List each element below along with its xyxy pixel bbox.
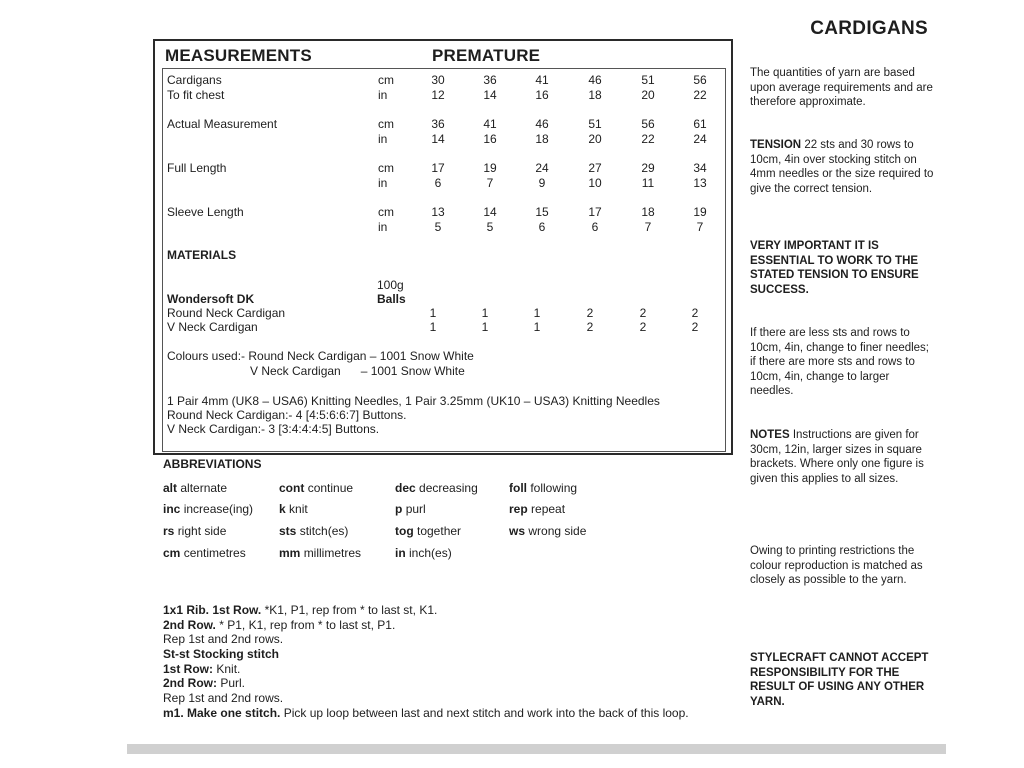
balls-count: 2 [586,306,594,320]
measurement-value: 20 [588,132,602,146]
measurement-value: 9 [538,176,546,190]
abbreviation-meaning: right side [177,524,227,538]
measurement-value: 7 [696,220,704,234]
abbreviation-term: cm [163,546,181,560]
balls-count: 2 [639,306,647,320]
abbreviation-meaning: centimetres [183,546,246,560]
abbreviation-meaning: alternate [180,481,228,495]
abbreviation-meaning: together [417,524,462,538]
abbreviation-item [509,502,565,517]
tension-note: TENSION 22 sts and 30 rows to 10cm, 4in over stocking stitch on 4mm needles or the size required to give the correct tension. [750,139,934,195]
abbreviation-term: rep [509,502,528,516]
measurement-value: 10 [588,176,602,190]
measurement-unit: cm [378,161,394,175]
abbreviation-item [163,546,246,561]
measurement-value: 7 [486,176,494,190]
balls-count: 2 [639,320,647,334]
abbreviation-term: rs [163,524,175,538]
measurement-unit: cm [378,73,394,87]
measurement-unit: cm [378,117,394,131]
measurement-value: 22 [641,132,655,146]
stocking-stitch-title: St-st Stocking stitch [163,647,280,661]
balls-count: 2 [691,306,699,320]
measurement-value: 36 [431,117,445,131]
disclaimer: STYLECRAFT CANNOT ACCEPT RESPONSIBILITY FOR THE RESULT OF USING ANY OTHER YARN. [750,652,929,708]
rib-row-2: 2nd Row. * P1, K1, rep from * to last st, P1. [163,618,396,632]
measurement-value: 36 [483,73,497,87]
measurement-unit: in [378,88,388,102]
abbreviation-item [395,524,461,539]
measurement-value: 18 [535,132,549,146]
abbreviation-term: sts [279,524,297,538]
abbreviation-item [163,524,226,539]
materials-heading: MATERIALS [167,248,237,262]
measurement-value: 13 [693,176,707,190]
stst-row-1: 1st Row: Knit. [163,662,241,676]
abbreviation-item [163,502,253,517]
balls-count: 1 [429,306,437,320]
abbreviation-item [395,481,478,496]
measurement-unit: in [378,132,388,146]
measurement-value: 15 [535,205,549,219]
measurement-value: 34 [693,161,707,175]
measurement-label: Actual Measurement [167,117,278,131]
abbreviation-term: inc [163,502,181,516]
balls-label: Balls [377,292,406,306]
buttons-round-neck: Round Neck Cardigan:- 4 [4:5:6:6:7] Buttons. [167,408,407,422]
measurement-value: 29 [641,161,655,175]
measurement-label: To fit chest [167,88,225,102]
measurement-value: 6 [538,220,546,234]
measurement-value: 6 [434,176,442,190]
measurement-value: 14 [431,132,445,146]
abbreviation-meaning: purl [405,502,426,516]
measurement-value: 61 [693,117,707,131]
page-bottom-edge [127,744,946,754]
measurement-value: 51 [641,73,655,87]
measurement-value: 20 [641,88,655,102]
abbreviation-term: alt [163,481,178,495]
abbreviation-meaning: inch(es) [409,546,452,560]
abbreviation-item [279,481,353,496]
measurement-value: 11 [641,176,655,190]
measurement-value: 6 [591,220,599,234]
measurement-value: 19 [483,161,497,175]
abbreviation-meaning: millimetres [303,546,362,560]
abbreviation-term: foll [509,481,527,495]
needle-adjust-note: If there are less sts and rows to 10cm, 4in, change to finer needles; if there are more sts and rows to 10cm, 4in, change to larger needles. [750,327,930,398]
measurement-value: 12 [431,88,445,102]
rib-row-1: 1x1 Rib. 1st Row. *K1, P1, rep from * to last st, K1. [163,603,438,617]
abbreviation-meaning: decreasing [419,481,478,495]
balls-count: 1 [481,320,489,334]
page-title: CARDIGANS [810,18,928,39]
abbreviation-term: dec [395,481,416,495]
abbreviation-meaning: following [530,481,578,495]
measurement-value: 14 [483,88,497,102]
measurements-heading: MEASUREMENTS [165,46,312,65]
premature-heading: PREMATURE [432,46,541,65]
make-one-stitch: m1. Make one stitch. Pick up loop between last and next stitch and work into the back of this loop. [163,706,689,720]
measurement-value: 13 [431,205,445,219]
balls-weight: 100g [377,278,404,292]
abbreviation-item [279,502,308,517]
abbreviations-heading: ABBREVIATIONS [163,457,262,471]
measurement-value: 17 [588,205,602,219]
abbreviation-term: tog [395,524,414,538]
abbreviation-term: cont [279,481,305,495]
abbreviation-item [279,546,361,561]
balls-count: 1 [481,306,489,320]
abbreviation-term: p [395,502,403,516]
printing-note: Owing to printing restrictions the colour reproduction is matched as closely as possible to the yarn. [750,545,923,587]
colours-line-1: Colours used:- Round Neck Cardigan – 1001 Snow White [167,349,474,363]
measurement-value: 30 [431,73,445,87]
abbreviation-term: ws [509,524,526,538]
measurement-value: 18 [588,88,602,102]
abbreviation-item [163,481,227,496]
measurement-value: 22 [693,88,707,102]
abbreviation-item [509,524,586,539]
abbreviation-meaning: wrong side [528,524,587,538]
abbreviation-item [395,502,426,517]
measurement-value: 7 [644,220,652,234]
rib-repeat: Rep 1st and 2nd rows. [163,632,284,646]
stst-row-2: 2nd Row: Purl. [163,676,246,690]
measurement-value: 19 [693,205,707,219]
measurement-value: 5 [486,220,494,234]
measurement-label: Cardigans [167,73,222,87]
buttons-v-neck: V Neck Cardigan:- 3 [3:4:4:4:5] Buttons. [167,422,380,436]
measurement-value: 46 [588,73,602,87]
abbreviation-term: k [279,502,286,516]
measurement-value: 51 [588,117,602,131]
measurement-value: 41 [535,73,549,87]
measurement-value: 14 [483,205,497,219]
measurement-label: Sleeve Length [167,205,244,219]
measurement-unit: cm [378,205,394,219]
measurement-unit: in [378,220,388,234]
yarn-name: Wondersoft DK [167,292,255,306]
measurement-value: 24 [693,132,707,146]
material-row-label: V Neck Cardigan [167,320,258,334]
measurement-value: 16 [483,132,497,146]
stst-repeat: Rep 1st and 2nd rows. [163,691,284,705]
important-note: VERY IMPORTANT IT IS ESSENTIAL TO WORK TO THE STATED TENSION TO ENSURE SUCCESS. [750,240,919,296]
abbreviation-term: in [395,546,406,560]
abbreviation-meaning: stitch(es) [299,524,349,538]
abbreviation-meaning: increase(ing) [183,502,254,516]
measurement-value: 46 [535,117,549,131]
balls-count: 1 [533,306,541,320]
measurement-value: 5 [434,220,442,234]
measurement-value: 27 [588,161,602,175]
measurement-value: 56 [693,73,707,87]
abbreviation-meaning: knit [289,502,308,516]
yarn-quantities-note: The quantities of yarn are based upon average requirements and are therefore approximate. [750,67,933,109]
measurement-value: 17 [431,161,445,175]
balls-count: 1 [429,320,437,334]
material-row-label: Round Neck Cardigan [167,306,286,320]
abbreviation-item [395,546,452,561]
abbreviation-meaning: repeat [531,502,566,516]
needles-line: 1 Pair 4mm (UK8 – USA6) Knitting Needles, 1 Pair 3.25mm (UK10 – USA3) Knitting Needles [167,394,660,408]
measurement-label: Full Length [167,161,227,175]
measurement-value: 41 [483,117,497,131]
balls-count: 2 [691,320,699,334]
balls-count: 1 [533,320,541,334]
abbreviation-item [279,524,348,539]
colours-line-2: V Neck Cardigan – 1001 Snow White [250,364,465,378]
abbreviation-term: mm [279,546,301,560]
measurement-value: 24 [535,161,549,175]
measurement-value: 18 [641,205,655,219]
abbreviation-meaning: continue [307,481,354,495]
abbreviation-item [509,481,577,496]
measurement-unit: in [378,176,388,190]
measurement-value: 56 [641,117,655,131]
balls-count: 2 [586,320,594,334]
measurement-value: 16 [535,88,549,102]
notes-section: NOTES Instructions are given for 30cm, 12in, larger sizes in square brackets. Where only one figure is given this applies to all sizes. [750,429,924,485]
